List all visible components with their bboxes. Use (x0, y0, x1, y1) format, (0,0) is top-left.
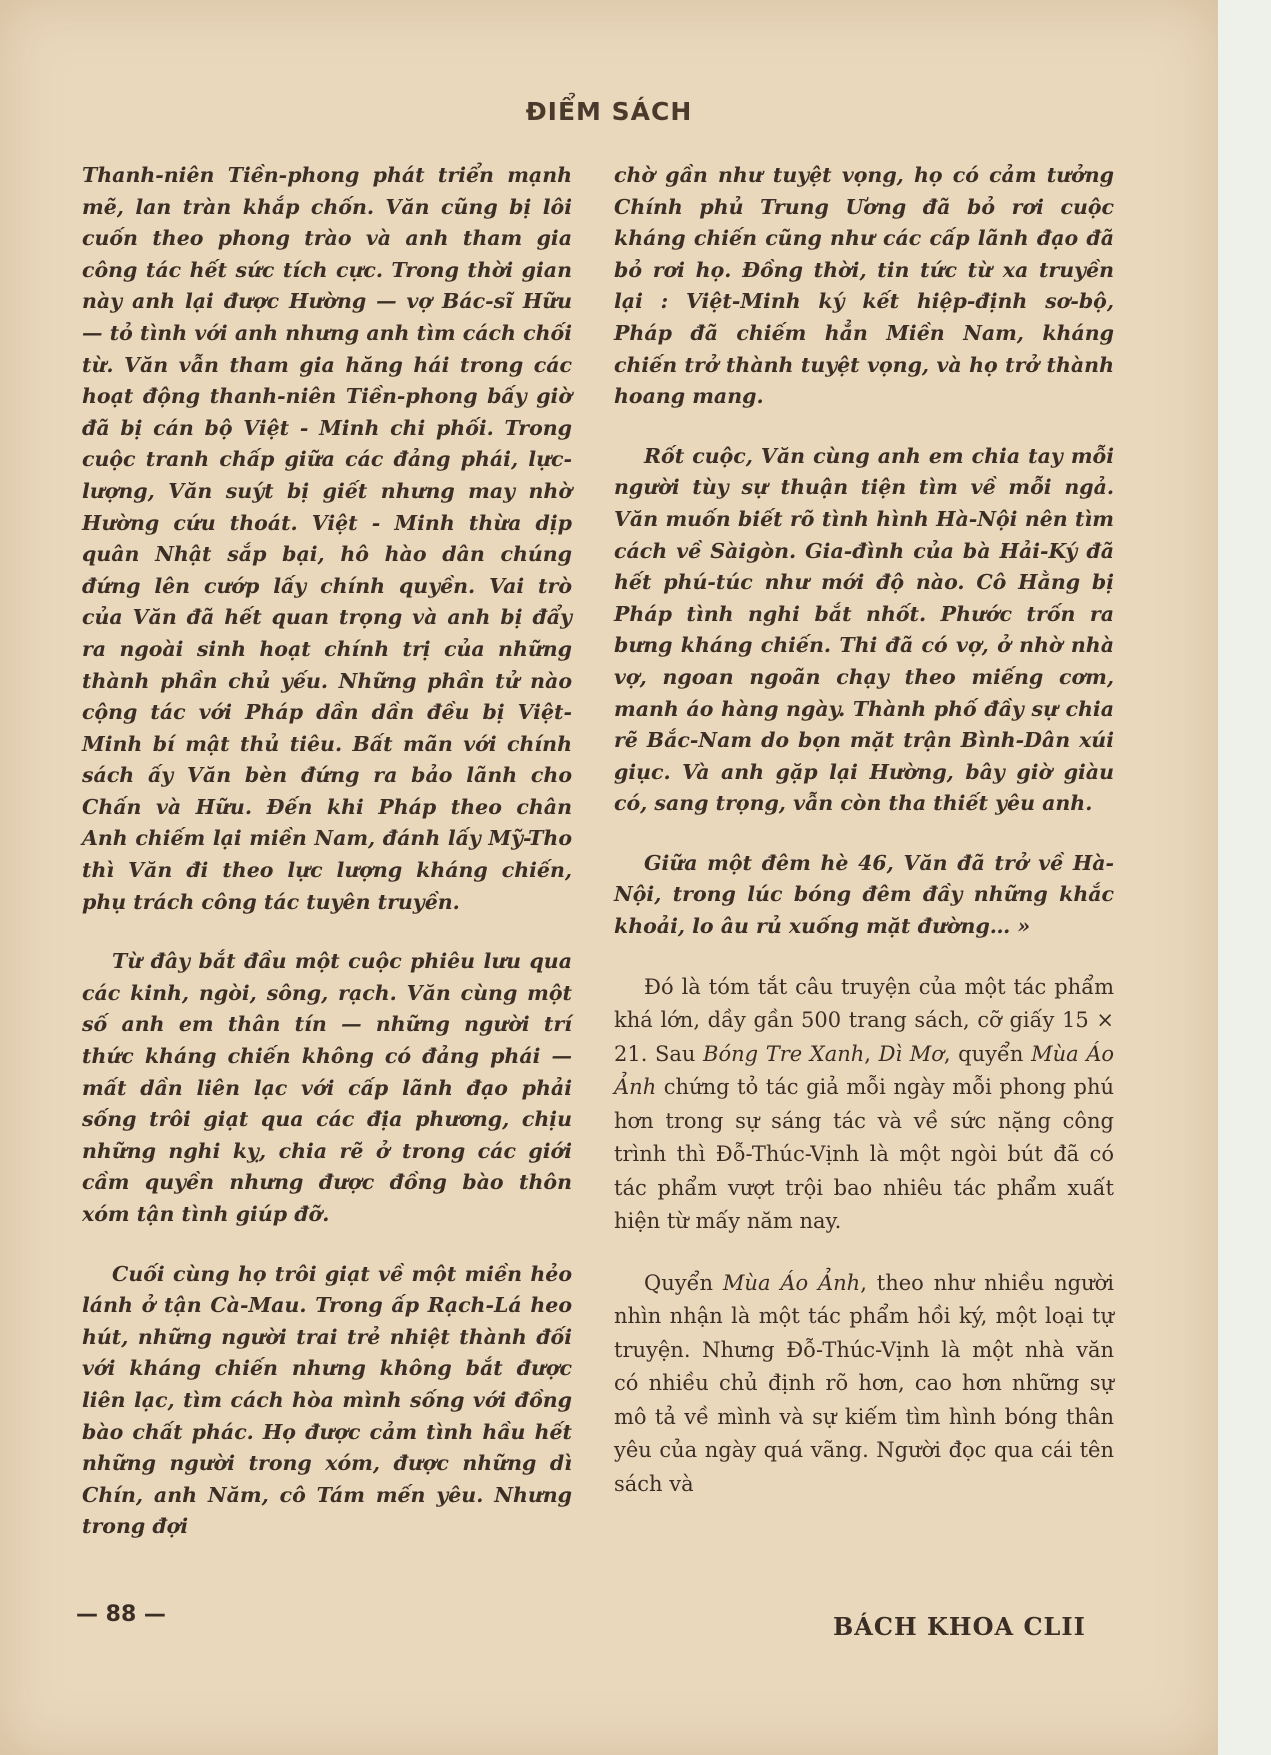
text-run: Quyển (644, 1270, 723, 1295)
page-number: — 88 — (76, 1602, 166, 1627)
book-title: Mùa Áo Ảnh (722, 1270, 861, 1295)
right-paragraph-5 (614, 1267, 1114, 1502)
magazine-name: BÁCH KHOA CLII (833, 1612, 1086, 1641)
right-paragraph-1: chờ gần như tuyệt vọng, họ có cảm tưởng Chính phủ Trung Ương đã bỏ rơi cuộc kháng chiến cũng như các cấp lãnh đạo đã bỏ rơi họ. Đồng thời, tin tức từ xa truyền lại : Việt-Minh ký kết hiệp-định sơ-bộ, Pháp đã chiếm hẳn Miền Nam, kháng chiến trở thành tuyệt vọng, và họ trở thành hoang mang. (614, 163, 1114, 409)
book-title: Mùa Áo Ảnh (614, 1041, 1115, 1100)
text-run: , quyển (943, 1041, 1032, 1066)
left-paragraph-3: Cuối cùng họ trôi giạt về một miền hẻo lánh ở tận Cà-Mau. Trong ấp Rạch-Lá heo hút, những người trai trẻ nhiệt thành đối với kháng chiến nhưng không bắt được liên lạc, tìm cách hòa mình sống với đồng bào chất phác. Họ được cảm tình hầu hết những người trong xóm, được những dì Chín, anh Năm, cô Tám mến yêu. Nhưng trong đợi (82, 1261, 572, 1539)
scan-margin (1218, 0, 1271, 1755)
left-paragraph-2: Từ đây bắt đầu một cuộc phiêu lưu qua các kinh, ngòi, sông, rạch. Văn cùng một số anh em thân tín — những người trí thức kháng chiến không có đảng phái — mất dần liên lạc với cấp lãnh đạo phải sống trôi giạt qua các địa phương, chịu những nghi kỵ, chia rẽ ở trong các giới cầm quyền nhưng được đồng bào thôn xóm tận tình giúp đỡ. (82, 949, 572, 1226)
book-title: Dì Mơ (878, 1041, 944, 1066)
right-paragraph-4 (614, 971, 1114, 1239)
text-run: , theo như nhiều người nhìn nhận là một tác phẩm hồi ký, một loại tự truyện. Nhưng Đỗ-Thúc-Vịnh là một nhà văn có nhiều chủ định rõ hơn, cao hơn những sự mô tả về mình và sự kiếm tìm hình bóng thân yêu của ngày quá vãng. Người đọc qua cái tên sách và (614, 1270, 1114, 1496)
text-run: , (864, 1041, 879, 1066)
text-run: Đó là tóm tắt câu truyện của một tác phẩm khá lớn, dầy gần 500 trang sách, cỡ giấy 15 × 21. Sau (614, 974, 1114, 1066)
section-header: ĐIỂM SÁCH (525, 97, 693, 126)
text-run: chứng tỏ tác giả mỗi ngày mỗi phong phú hơn trong sự sáng tác và về sức nặng công trình thì Đỗ-Thúc-Vịnh là một ngòi bút đã có tác phẩm vượt trội bao nhiêu tác phẩm xuất hiện từ mấy năm nay. (614, 1075, 1114, 1234)
right-paragraph-2: Rốt cuộc, Văn cùng anh em chia tay mỗi người tùy sự thuận tiện tìm về mỗi ngả. Văn muốn biết rõ tình hình Hà-Nội nên tìm cách về Sàigòn. Gia-đình của bà Hải-Ký đã hết phú-túc như mới độ nào. Cô Hằng bị Pháp tình nghi bắt nhốt. Phước trốn ra bưng kháng chiến. Thi đã có vợ, ở nhờ nhà vợ, ngoan ngoãn chạy theo miếng cơm, manh áo hàng ngày. Thành phố đầy sự chia rẽ Bắc-Nam do bọn mặt trận Bình-Dân xúi giục. Và anh gặp lại Hường, bây giờ giàu có, sang trọng, vẫn còn tha thiết yêu anh. (614, 443, 1114, 816)
right-paragraph-3: Giữa một đêm hè 46, Văn đã trở về Hà-Nội, trong lúc bóng đêm đầy những khắc khoải, lo âu rủ xuống mặt đường… » (614, 850, 1114, 939)
book-title: Bóng Tre Xanh (703, 1041, 865, 1066)
left-column (82, 160, 572, 1571)
right-column (614, 160, 1114, 1529)
left-paragraph-1: Thanh-niên Tiền-phong phát triển mạnh mẽ, lan tràn khắp chốn. Văn cũng bị lôi cuốn theo phong trào và anh tham gia công tác hết sức tích cực. Trong thời gian này anh lại được Hường — vợ Bác-sĩ Hữu — tỏ tình với anh nhưng anh tìm cách chối từ. Văn vẫn tham gia hăng hái trong các hoạt động thanh-niên Tiền-phong bấy giờ đã bị cán bộ Việt - Minh chi phối. Trong cuộc tranh chấp giữa các đảng phái, lực-lượng, Văn suýt bị giết nhưng may nhờ Hường cứu thoát. Việt - Minh thừa dịp quân Nhật sắp bại, hô hào dân chúng đứng lên cướp lấy chính quyền. Vai trò của Văn đã hết quan trọng và anh bị đẩy ra ngoài sinh hoạt chính trị của những thành phần chủ yếu. Những phần tử nào cộng tác với Pháp dần dần đều bị Việt-Minh bí mật thủ tiêu. Bất mãn với chính sách ấy Văn bèn đứng ra bảo lãnh cho Chấn và Hữu. Đến khi Pháp theo chân Anh chiếm lại miền Nam, đánh lấy Mỹ-Tho thì Văn đi theo lực lượng kháng chiến, phụ trách công tác tuyên truyền. (82, 163, 572, 914)
